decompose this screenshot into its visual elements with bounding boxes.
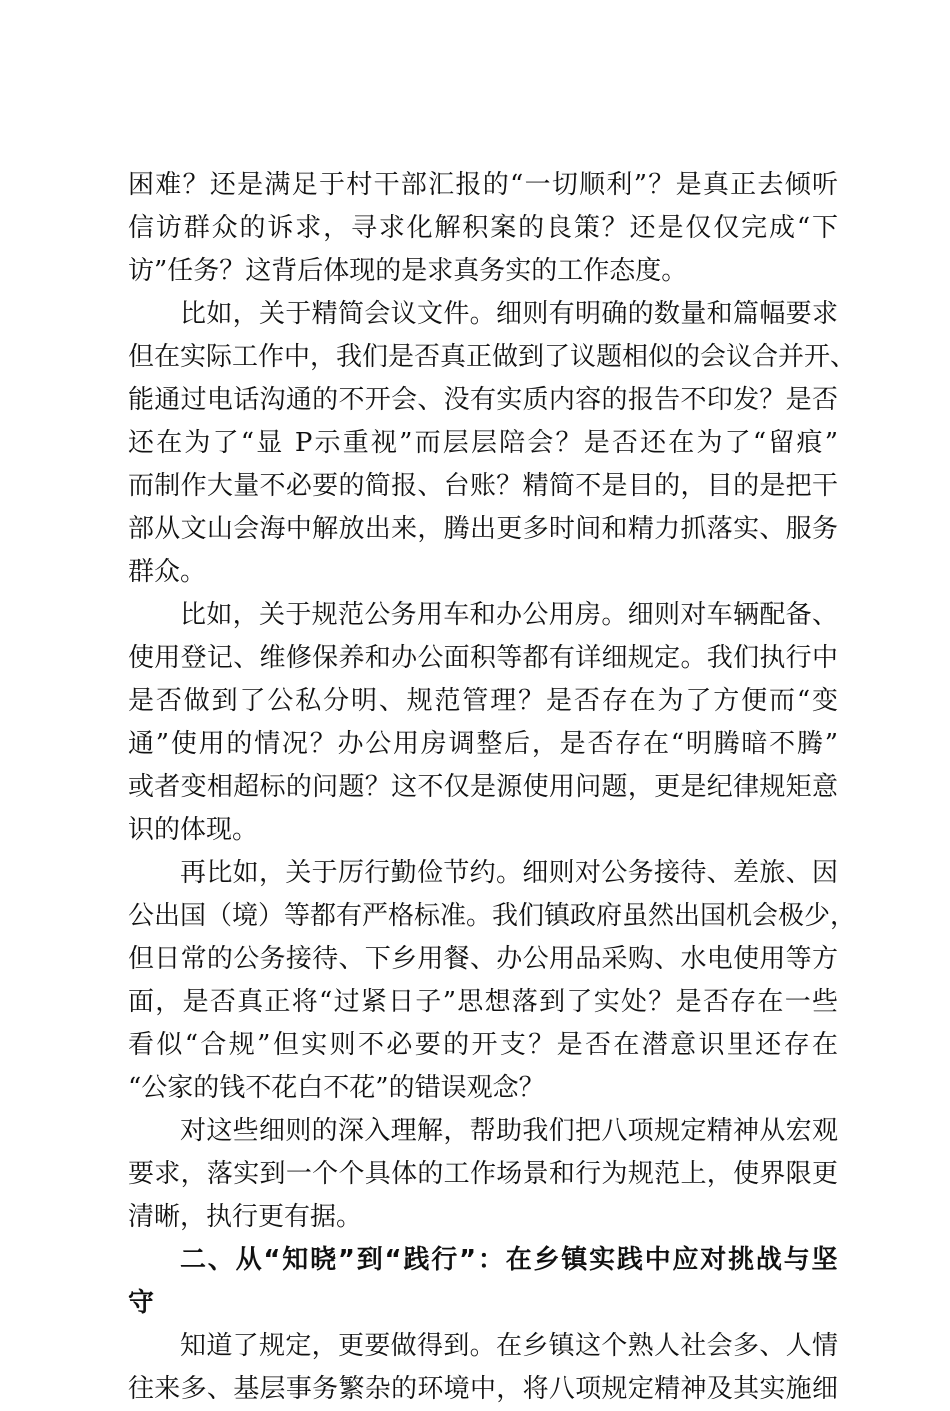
heading-line: 守: [128, 1288, 155, 1318]
text-line: 比如，关于精简会议文件。细则有明确的数量和篇幅要求: [180, 299, 838, 329]
text-line: 或者变相超标的问题？这不仅是源使用问题，更是纪律规矩意: [128, 772, 838, 802]
text-line: 知道了规定，更要做得到。在乡镇这个熟人社会多、人情: [180, 1331, 838, 1361]
text-line: 是否做到了公私分明、规范管理？是否存在为了方便而“变: [128, 686, 838, 716]
text-line: 而制作大量不必要的简报、台账？精简不是目的，目的是把干: [128, 471, 838, 501]
document-body: [128, 164, 857, 1411]
text-line: 困难？还是满足于村干部汇报的“一切顺利”？是真正去倾听: [128, 170, 838, 200]
text-line: 往来多、基层事务繁杂的环境中，将八项规定精神及其实施细: [128, 1374, 838, 1404]
text-line: 还在为了“显 P示重视”而层层陪会？是否还在为了“留痕”: [128, 428, 838, 458]
text-line: 部从文山会海中解放出来，腾出更多时间和精力抓落实、服务: [128, 514, 838, 544]
paragraph-6: [128, 1325, 838, 1411]
text-line: 但日常的公务接待、下乡用餐、办公用品采购、水电使用等方: [128, 944, 838, 974]
text-line: 群众。: [128, 557, 207, 587]
text-line: 能通过电话沟通的不开会、没有实质内容的报告不印发？是否: [128, 385, 838, 415]
section-heading: [128, 1239, 838, 1325]
text-line: 再比如，关于厉行勤俭节约。细则对公务接待、差旅、因: [180, 858, 838, 888]
text-line: 看似“合规”但实则不必要的开支？是否在潜意识里还存在: [128, 1030, 838, 1060]
text-line: 对这些细则的深入理解，帮助我们把八项规定精神从宏观: [180, 1116, 838, 1146]
paragraph-4: [128, 852, 857, 1110]
paragraph-1: [128, 164, 838, 293]
text-line: 比如，关于规范公务用车和办公用房。细则对车辆配备、: [180, 600, 838, 630]
text-line: 清晰，执行更有据。: [128, 1202, 363, 1232]
paragraph-5: [128, 1110, 838, 1239]
text-line: 公出国（境）等都有严格标准。我们镇政府虽然出国机会极少，: [128, 901, 857, 931]
text-line: 通”使用的情况？办公用房调整后，是否存在“明腾暗不腾”: [128, 729, 838, 759]
text-line: 但在实际工作中，我们是否真正做到了议题相似的会议合并开、: [128, 342, 857, 372]
paragraph-3: [128, 594, 838, 852]
text-line: 访”任务？这背后体现的是求真务实的工作态度。: [128, 256, 688, 286]
heading-line: 二、从“知晓”到“践行”：在乡镇实践中应对挑战与坚: [180, 1245, 838, 1275]
text-line: 要求，落实到一个个具体的工作场景和行为规范上，使界限更: [128, 1159, 838, 1189]
text-line: “公家的钱不花白不花”的错误观念？: [128, 1073, 545, 1103]
text-line: 使用登记、维修保养和办公面积等都有详细规定。我们执行中: [128, 643, 838, 673]
text-line: 面，是否真正将“过紧日子”思想落到了实处？是否存在一些: [128, 987, 838, 1017]
paragraph-2: [128, 293, 857, 594]
text-line: 识的体现。: [128, 815, 259, 845]
text-line: 信访群众的诉求，寻求化解积案的良策？还是仅仅完成“下: [128, 213, 838, 243]
